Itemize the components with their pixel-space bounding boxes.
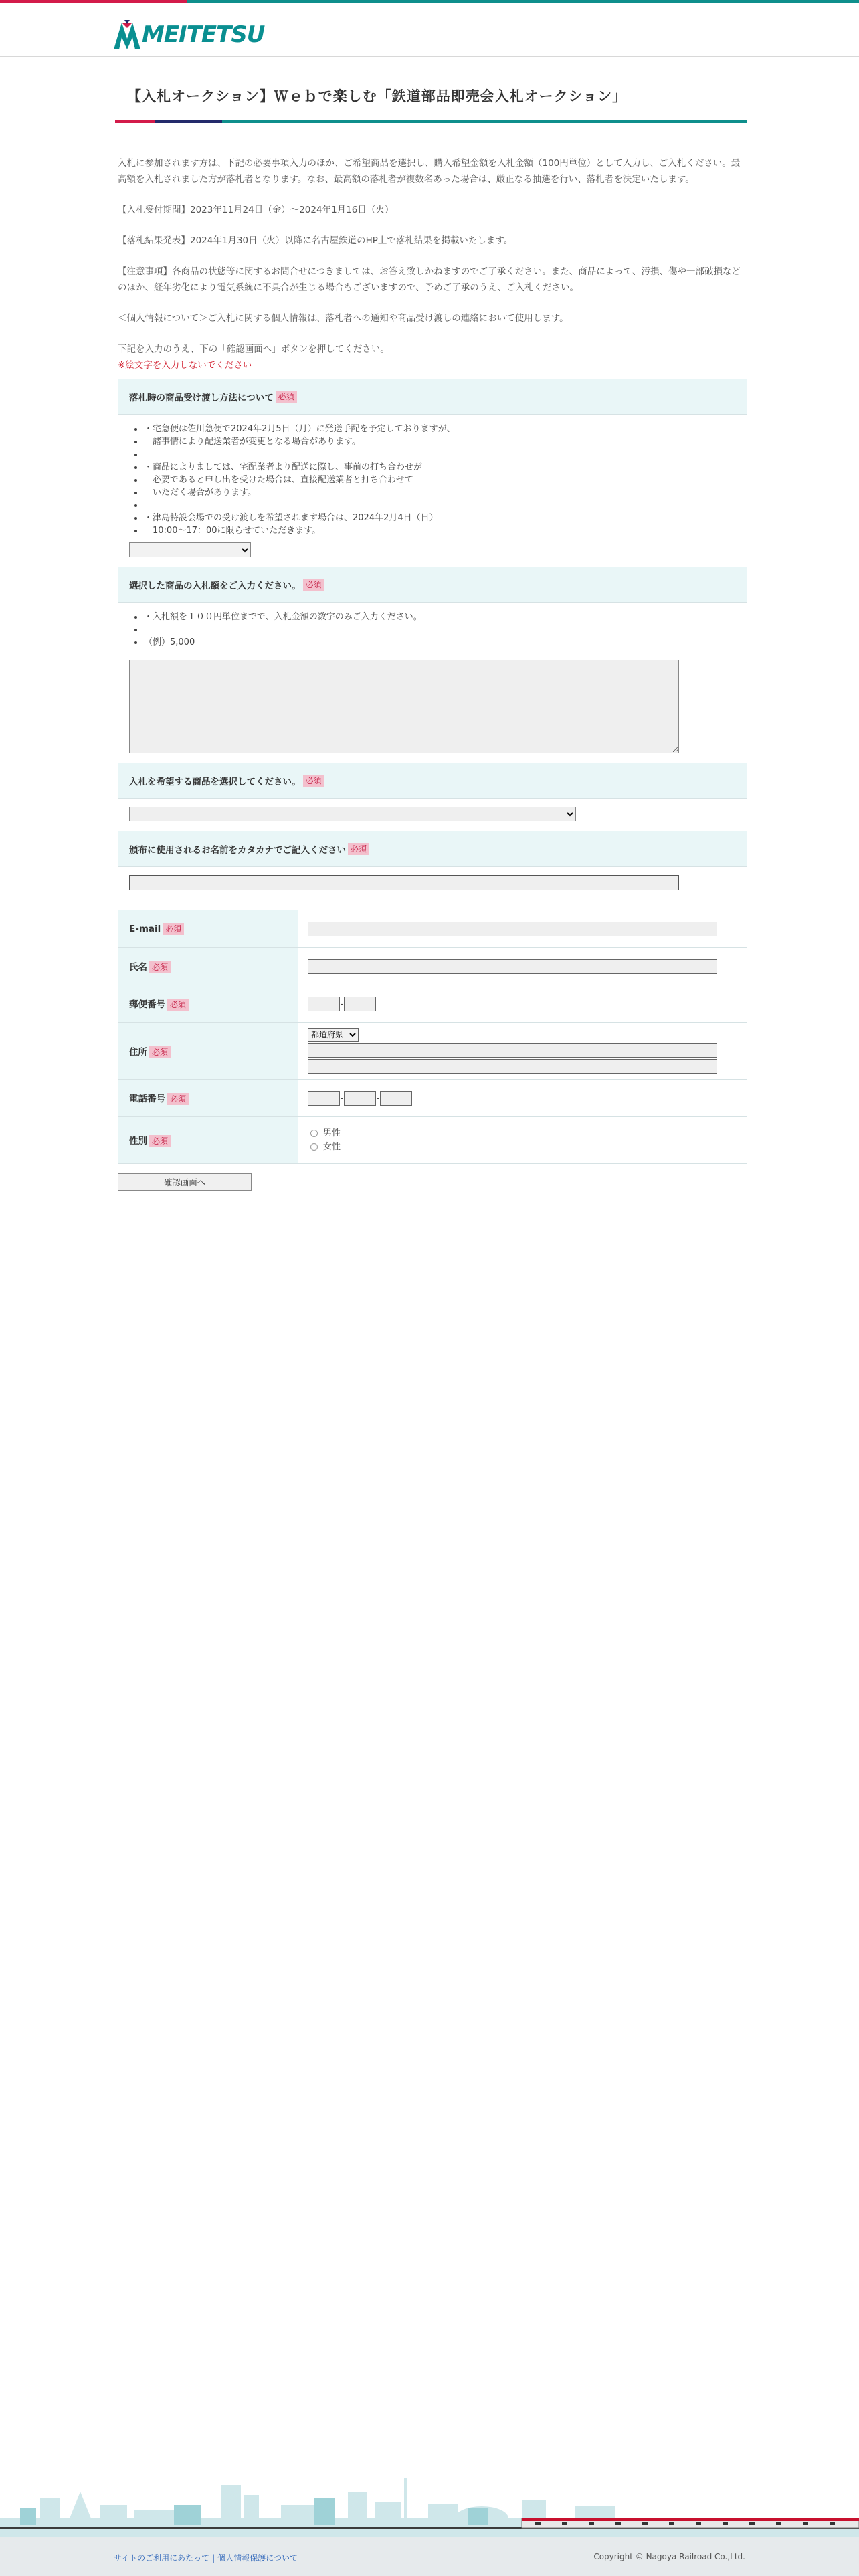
- terms-link[interactable]: サイトのご利用にあたって: [114, 2553, 210, 2563]
- address-label: 住所: [129, 1046, 147, 1058]
- meitetsu-logo-icon: [112, 19, 142, 51]
- bid-form: [118, 379, 747, 900]
- list-item: • いただく場合があります。: [144, 486, 736, 499]
- required-badge: 必須: [167, 1093, 189, 1105]
- bid-amount-textarea[interactable]: [129, 660, 679, 753]
- gender-male-option[interactable]: [308, 1127, 737, 1141]
- name-label-cell: [118, 948, 298, 985]
- email-field[interactable]: [308, 922, 717, 936]
- required-badge: 必須: [167, 999, 189, 1011]
- zip-field-1[interactable]: [308, 997, 340, 1011]
- footer-links: [114, 2552, 298, 2563]
- gender-female-label: 女性: [323, 1141, 341, 1152]
- q1-body: [118, 415, 747, 567]
- intro-paragraph: 入札に参加されます方は、下記の必要事項入力のほか、ご希望商品を選択し、購入希望金額を入札金額（100円単位）として入力し、ご入札ください。最高額を入札されました方が落札者となります。なお、最高額の落札者が複数名あった場合は、厳正なる抽選を行い、落札者を決定いたします。: [118, 158, 741, 185]
- list-item: • ・入札額を１００円単位までで、入札金額の数字のみご入力ください。: [144, 611, 736, 623]
- city-skyline-illustration: [0, 2472, 859, 2539]
- zip-field-2[interactable]: [344, 997, 376, 1011]
- phone-field-3[interactable]: [380, 1091, 412, 1106]
- site-header: [0, 3, 859, 57]
- required-badge: 必須: [303, 775, 324, 787]
- intro-result: 【落札結果発表】2024年1月30日（火）以降に名古屋鉄道のHP上で落札結果を掲載いたします。: [118, 235, 513, 246]
- email-label: E-mail: [129, 923, 161, 934]
- list-item: • 諸事情により配送業者が変更となる場合があります。: [144, 435, 736, 448]
- required-badge: 必須: [348, 843, 369, 855]
- required-badge: 必須: [149, 961, 171, 973]
- list-item: [144, 623, 736, 636]
- name-label: 氏名: [129, 962, 147, 973]
- intro-instruction: 下記を入力のうえ、下の「確認画面へ」ボタンを押してください。: [118, 344, 389, 355]
- address-label-cell: [118, 1023, 298, 1080]
- radio-button[interactable]: [310, 1130, 318, 1137]
- list-item: • （例）5,000: [144, 636, 736, 649]
- list-item: [144, 448, 736, 461]
- list-item: • 必要であると申し出を受けた場合は、直接配送業者と打ち合わせて: [144, 474, 736, 486]
- personal-info-table: [118, 910, 747, 1164]
- q1-heading-text: 落札時の商品受け渡し方法について: [129, 393, 274, 403]
- emoji-warning: ※絵文字を入力しないでください: [118, 360, 252, 371]
- zip-label: 郵便番号: [129, 999, 165, 1010]
- delivery-method-select[interactable]: [129, 542, 251, 557]
- required-badge: 必須: [276, 391, 297, 403]
- footer-separator: |: [212, 2553, 215, 2563]
- dash: -: [376, 1094, 380, 1104]
- radio-button[interactable]: [310, 1143, 318, 1151]
- q1-notes: [129, 423, 736, 537]
- page-title: 【入札オークション】Ｗｅｂで楽しむ「鉄道部品即売会入札オークション」: [127, 88, 628, 104]
- q2-heading-text: 選択した商品の入札額をご入力ください。: [129, 581, 301, 591]
- q2-body: [118, 603, 747, 763]
- main-content: [118, 56, 747, 1191]
- q4-heading: [118, 831, 747, 867]
- prefecture-select[interactable]: [308, 1028, 359, 1042]
- dash: -: [340, 999, 344, 1009]
- intro-text: [118, 155, 747, 373]
- intro-privacy: ＜個人情報について＞ご入札に関する個人情報は、落札者への通知や商品受け渡しの連絡において使用します。: [118, 313, 569, 324]
- dash: -: [340, 1094, 344, 1104]
- list-item: • ・津島特設会場での受け渡しを希望されます場合は、2024年2月4日（日）: [144, 512, 736, 524]
- address-field-1[interactable]: [308, 1043, 717, 1058]
- q3-body: [118, 799, 747, 831]
- katakana-name-input[interactable]: [129, 875, 679, 890]
- address-field-2[interactable]: [308, 1059, 717, 1074]
- phone-field-2[interactable]: [344, 1091, 376, 1106]
- confirm-button[interactable]: 確認画面へ: [118, 1173, 252, 1191]
- zip-label-cell: [118, 985, 298, 1023]
- gender-male-label: 男性: [323, 1128, 341, 1138]
- phone-label-cell: [118, 1080, 298, 1117]
- name-field[interactable]: [308, 959, 717, 974]
- required-badge: 必須: [303, 579, 324, 591]
- list-item: [144, 499, 736, 512]
- logo-text: MEITETSU: [142, 21, 265, 48]
- meitetsu-logo[interactable]: [112, 17, 264, 52]
- title-area: [118, 82, 747, 116]
- required-badge: 必須: [163, 923, 184, 935]
- q1-heading: [118, 379, 747, 415]
- q2-notes: [129, 611, 736, 649]
- product-select[interactable]: [129, 807, 576, 821]
- q4-heading-text: 頒布に使用されるお名前をカタカナでご記入ください: [129, 845, 346, 856]
- required-badge: 必須: [149, 1135, 171, 1147]
- list-item: • 10:00～17：00に限らせていただきます。: [144, 524, 736, 537]
- required-badge: 必須: [149, 1046, 171, 1058]
- intro-notice: 【注意事項】各商品の状態等に関するお問合せにつきましては、お答え致しかねますのでご了承ください。また、商品によって、汚損、傷や一部破損などのほか、経年劣化により電気系統に不具合が生じる場合もございますので、予めご了承のうえ、ご入札ください。: [118, 266, 741, 293]
- list-item: • ・宅急便は佐川急便で2024年2月5日（月）に発送手配を予定しておりますが、: [144, 423, 736, 435]
- q3-heading: [118, 763, 747, 799]
- title-underline: [115, 120, 747, 123]
- q2-heading: [118, 567, 747, 603]
- site-footer: [0, 2537, 859, 2576]
- q3-heading-text: 入札を希望する商品を選択してください。: [129, 777, 301, 787]
- gender-female-option[interactable]: [308, 1141, 737, 1154]
- intro-period: 【入札受付期間】2023年11月24日（金）～2024年1月16日（火）: [118, 205, 394, 215]
- list-item: • ・商品によりましては、宅配業者より配送に際し、事前の打ち合わせが: [144, 461, 736, 474]
- q4-body: [118, 867, 747, 900]
- phone-label: 電話番号: [129, 1094, 165, 1104]
- privacy-link[interactable]: 個人情報保護について: [217, 2553, 298, 2563]
- gender-label: 性別: [129, 1136, 147, 1147]
- phone-field-1[interactable]: [308, 1091, 340, 1106]
- email-label-cell: [118, 910, 298, 948]
- copyright-text: Copyright © Nagoya Railroad Co.,Ltd.: [593, 2552, 745, 2561]
- gender-label-cell: [118, 1117, 298, 1164]
